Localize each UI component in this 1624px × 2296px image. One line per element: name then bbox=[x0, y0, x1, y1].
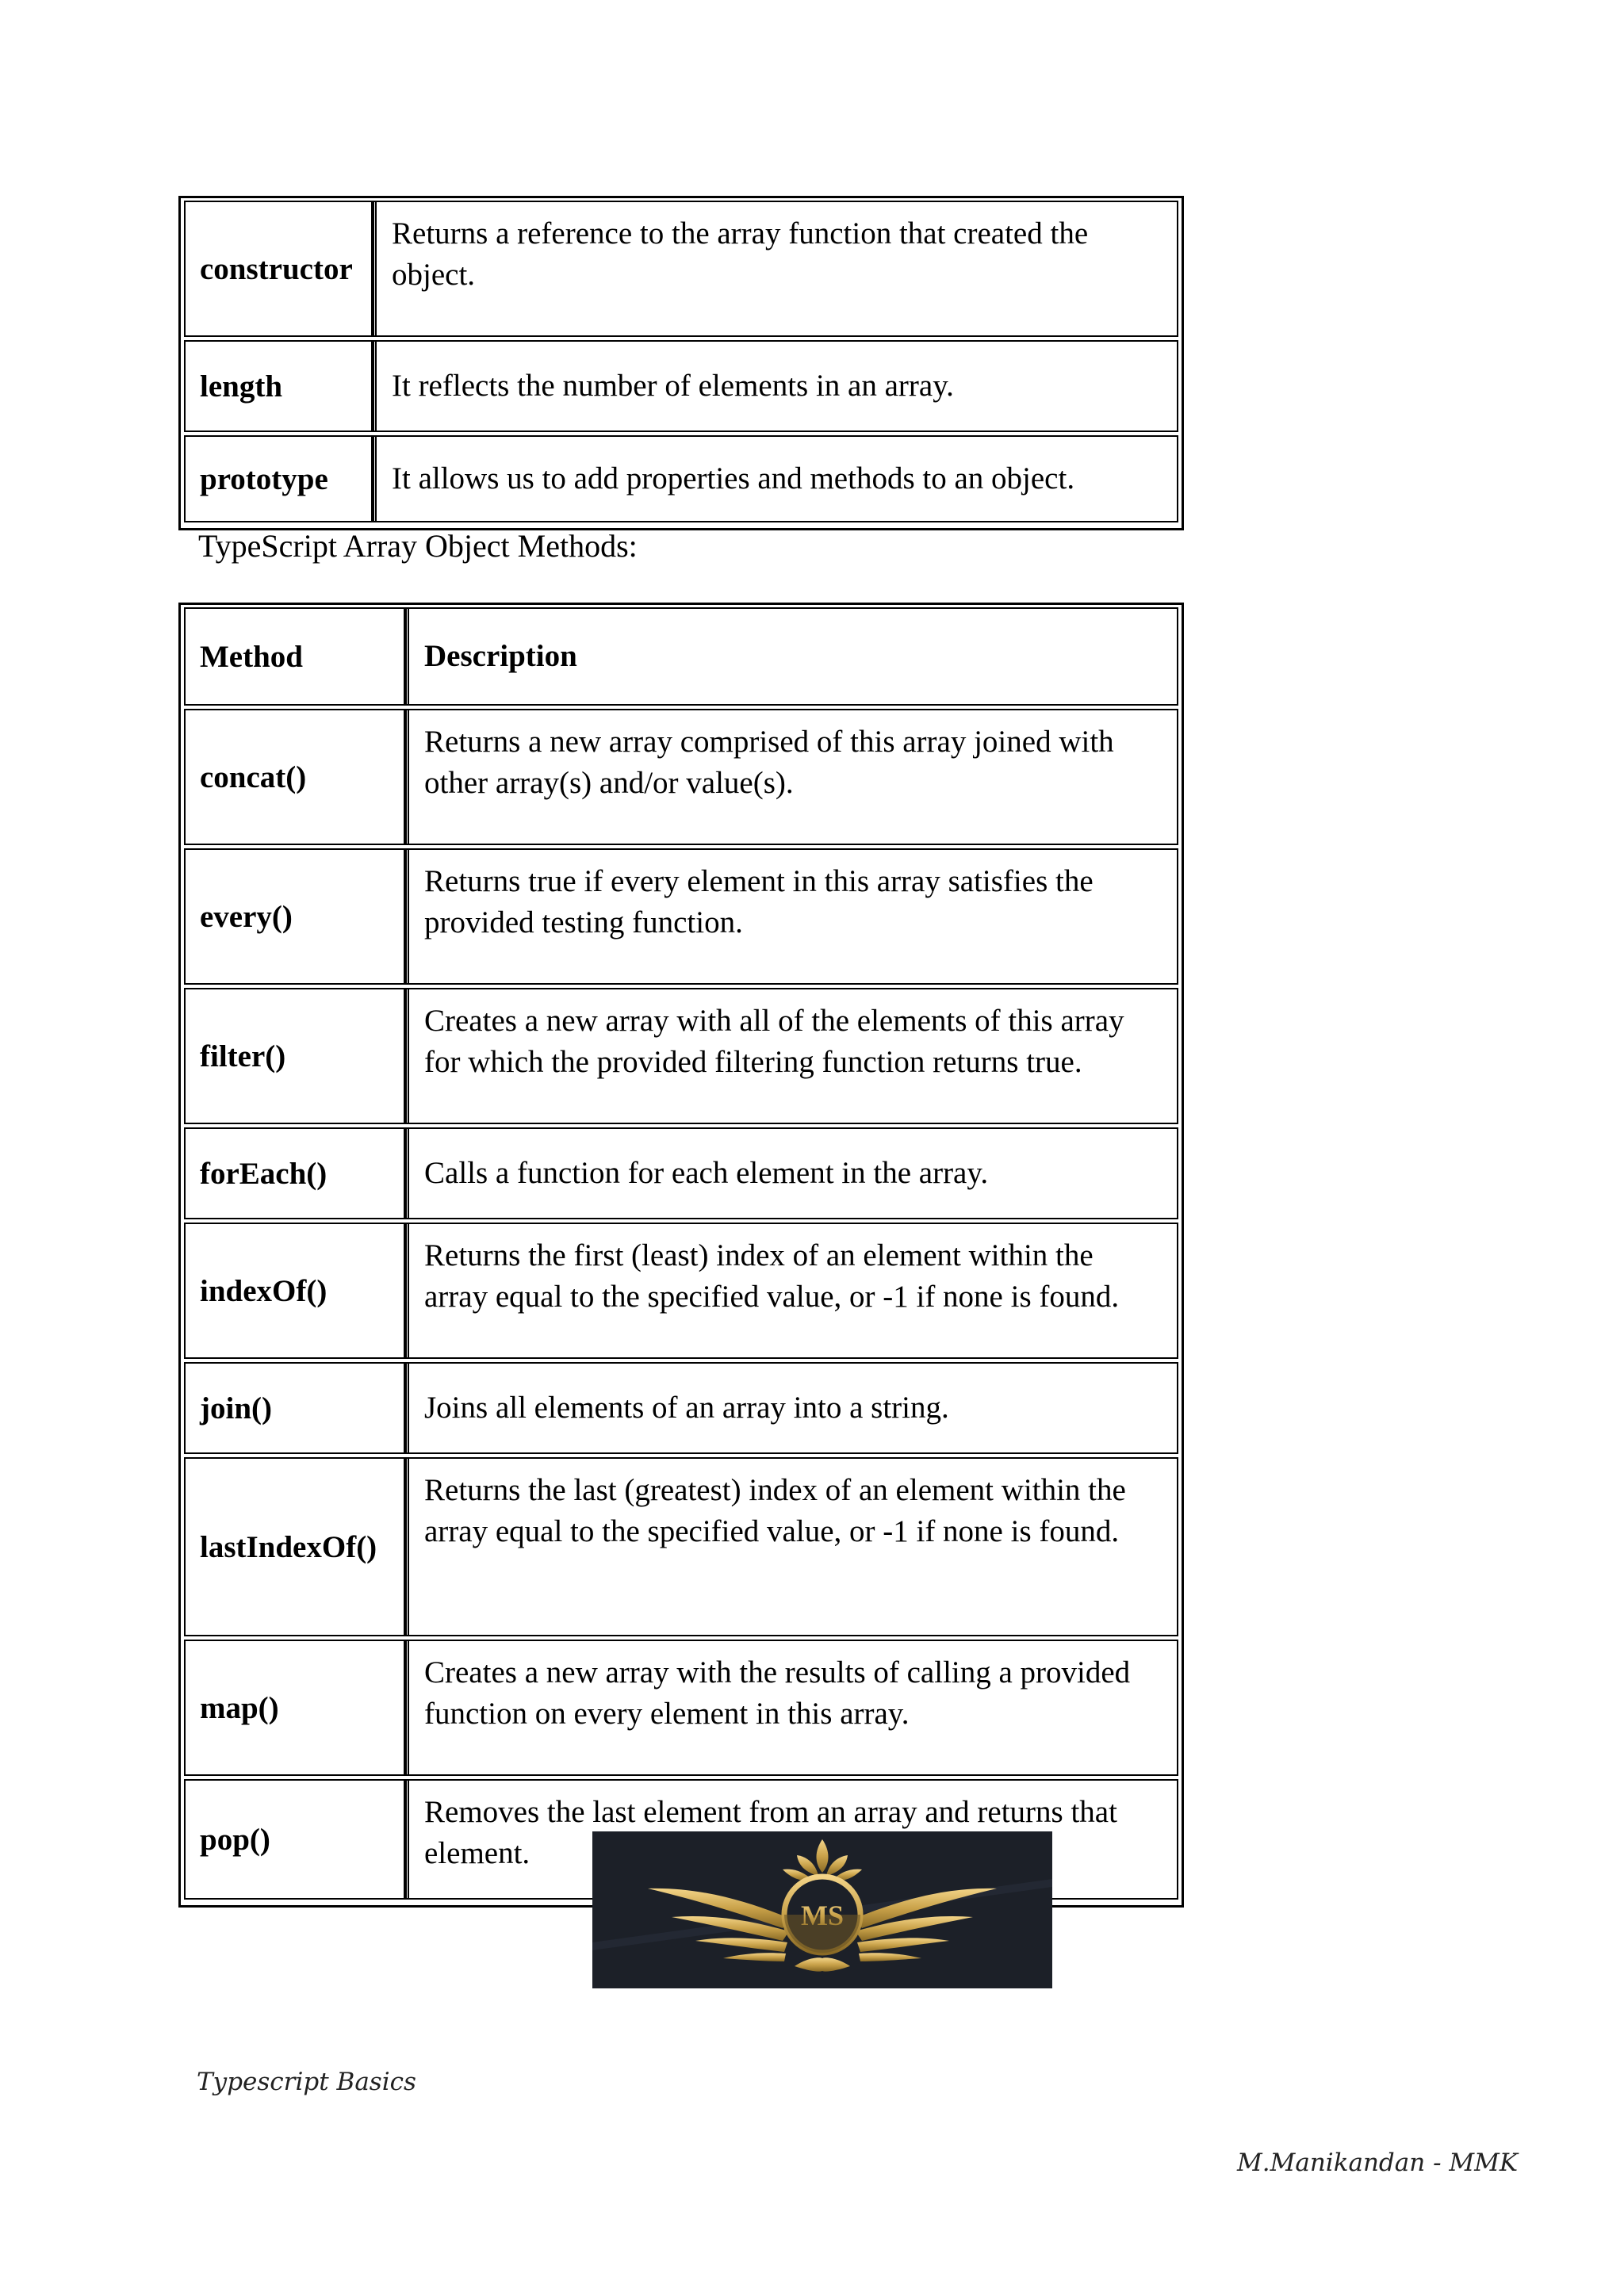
column-divider bbox=[373, 437, 377, 521]
footer-author: M.Manikandan - MMK bbox=[1237, 2149, 1519, 2177]
column-divider bbox=[405, 1129, 409, 1218]
table-row bbox=[184, 988, 1178, 1124]
property-description: Returns a reference to the array function that created the object. bbox=[392, 216, 1089, 292]
table-row bbox=[184, 1457, 1178, 1636]
method-description: Calls a function for each element in the array. bbox=[424, 1156, 989, 1190]
method-name: concat() bbox=[186, 710, 405, 844]
method-description: Creates a new array with all of the elements of this array for which the provided filtering function returns true. bbox=[424, 1004, 1124, 1079]
column-divider bbox=[405, 1459, 409, 1635]
methods-caption: TypeScript Array Object Methods: bbox=[198, 528, 638, 564]
table-row bbox=[184, 340, 1178, 432]
method-name: pop() bbox=[186, 1781, 405, 1898]
properties-table bbox=[178, 196, 1184, 530]
column-divider bbox=[373, 342, 377, 430]
table-row bbox=[184, 435, 1178, 522]
column-divider bbox=[405, 989, 409, 1123]
method-description: Returns the first (least) index of an element within the array equal to the specified value, or -1 if none is found. bbox=[424, 1238, 1120, 1314]
column-divider bbox=[405, 850, 409, 983]
method-name: filter() bbox=[186, 989, 405, 1123]
method-name: forEach() bbox=[186, 1129, 405, 1218]
column-divider bbox=[405, 1364, 409, 1452]
method-name: map() bbox=[186, 1641, 405, 1774]
method-description: Joins all elements of an array into a string. bbox=[424, 1391, 949, 1425]
emblem-monogram: MS bbox=[801, 1900, 844, 1931]
table-row bbox=[184, 201, 1178, 337]
methods-table bbox=[178, 603, 1184, 1908]
ms-wings-logo bbox=[592, 1831, 1052, 1988]
table-row bbox=[184, 1223, 1178, 1359]
method-name: lastIndexOf() bbox=[186, 1459, 405, 1635]
method-name: join() bbox=[186, 1364, 405, 1452]
table-header-row bbox=[184, 607, 1178, 706]
header-method: Method bbox=[186, 609, 405, 704]
property-name: length bbox=[186, 342, 373, 430]
method-description: Returns true if every element in this array satisfies the provided testing function. bbox=[424, 864, 1094, 939]
table-row bbox=[184, 709, 1178, 845]
column-divider bbox=[405, 1224, 409, 1357]
table-row bbox=[184, 1640, 1178, 1776]
column-divider bbox=[405, 1781, 409, 1898]
method-description: Returns a new array comprised of this array joined with other array(s) and/or value(s). bbox=[424, 725, 1114, 800]
method-description: Creates a new array with the results of calling a provided function on every element in this array. bbox=[424, 1655, 1131, 1731]
footer-title: Typescript Basics bbox=[197, 2068, 416, 2096]
table-row bbox=[184, 1362, 1178, 1454]
table-row bbox=[184, 1127, 1178, 1219]
property-description: It allows us to add properties and methods to an object. bbox=[392, 461, 1075, 496]
column-divider bbox=[405, 1641, 409, 1774]
property-name: constructor bbox=[186, 202, 373, 335]
table-row bbox=[184, 848, 1178, 985]
property-name: prototype bbox=[186, 437, 373, 521]
column-divider bbox=[373, 202, 377, 335]
method-name: every() bbox=[186, 850, 405, 983]
property-description: It reflects the number of elements in an array. bbox=[392, 369, 954, 403]
column-divider bbox=[405, 609, 409, 704]
method-description: Returns the last (greatest) index of an element within the array equal to the specified value, or -1 if none is found. bbox=[424, 1473, 1126, 1548]
header-description: Description bbox=[424, 639, 577, 673]
method-description: Removes the last element from an array and returns that element. bbox=[424, 1795, 1117, 1870]
method-name: indexOf() bbox=[186, 1224, 405, 1357]
column-divider bbox=[405, 710, 409, 844]
